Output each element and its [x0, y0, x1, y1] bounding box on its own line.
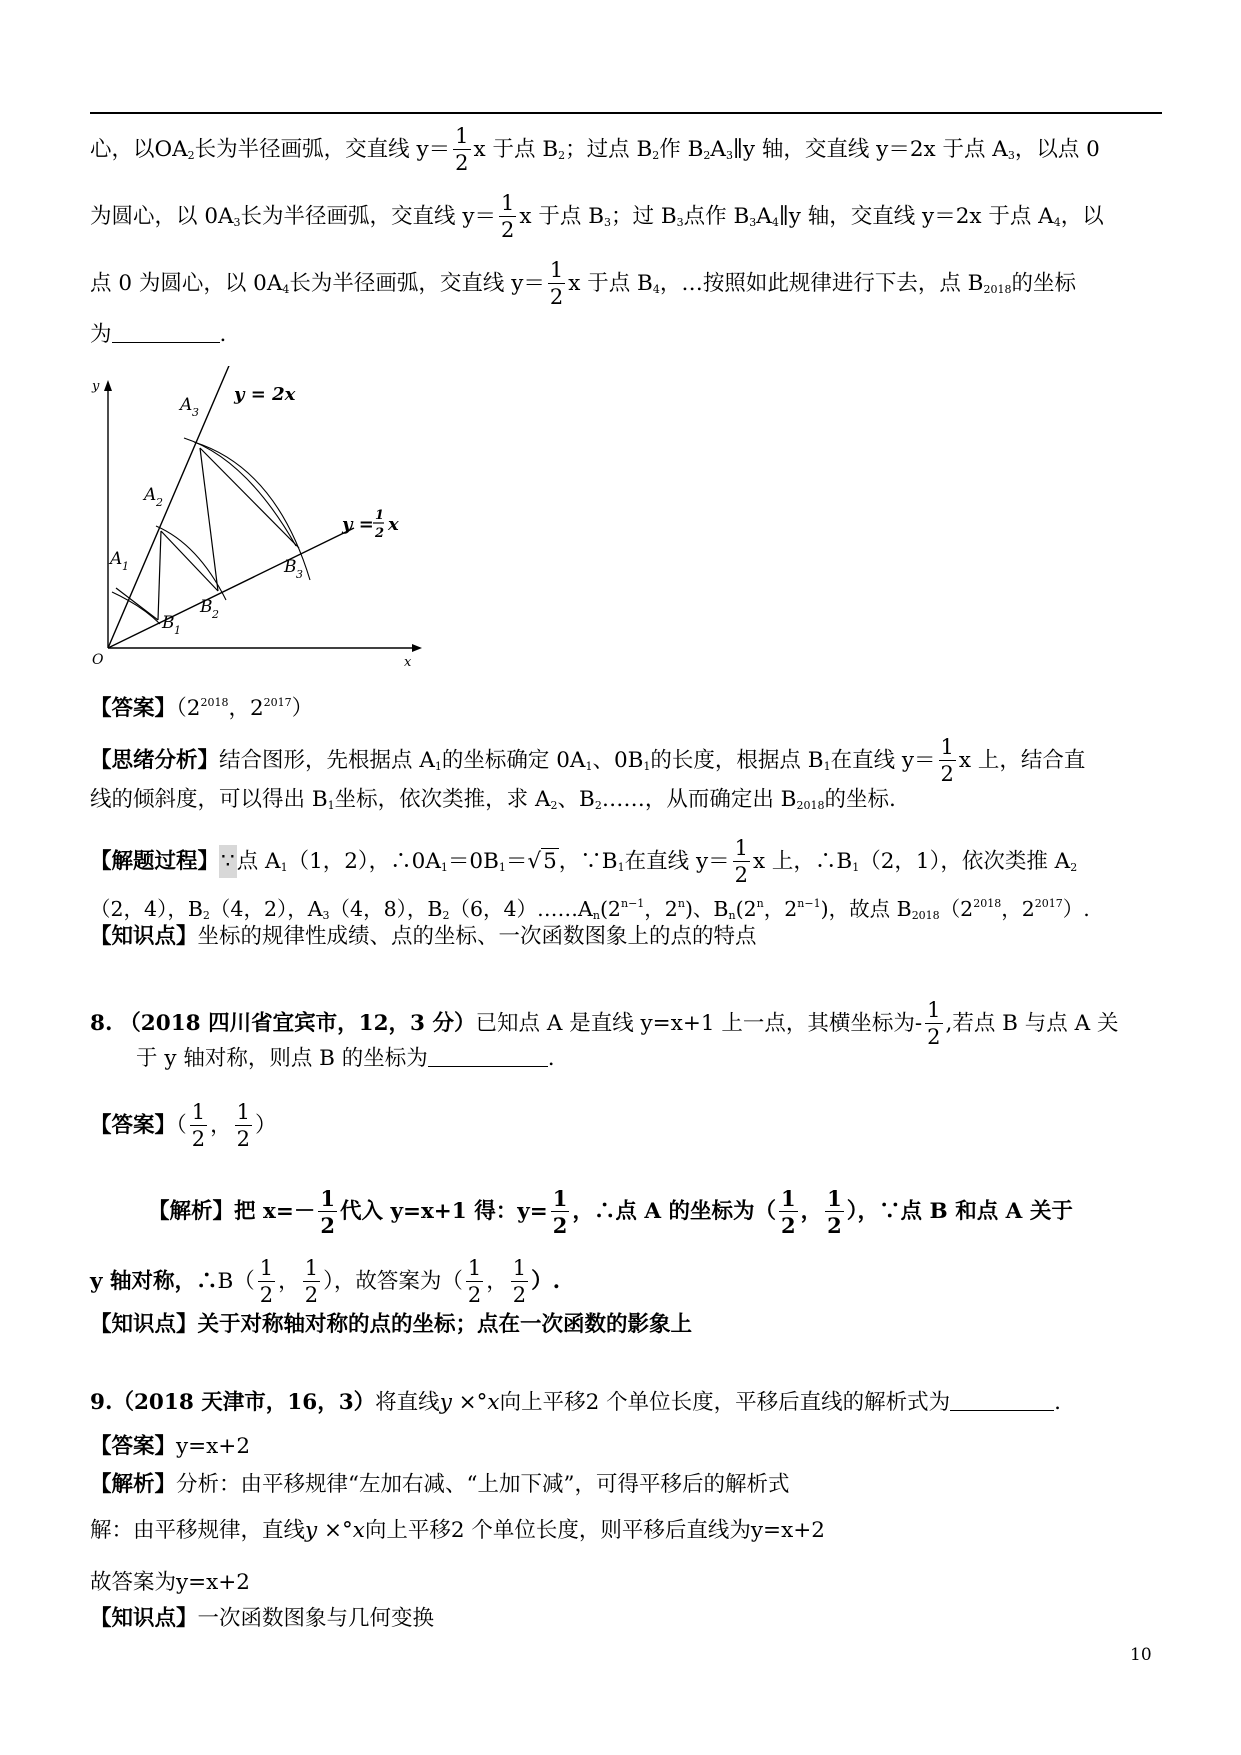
knowledge-8: 【知识点】关于对称轴对称的点的坐标；点在一次函数的影象上 — [90, 1312, 693, 1337]
answer-8: 【答案】（ $\frac{1}{2}$ ， $\frac{1}{2}$ ） — [90, 1100, 277, 1151]
knowledge-9: 【知识点】一次函数图象与几何变换 — [90, 1606, 435, 1631]
analysis-8-line-2: y 轴对称，∴B（ $\frac{1}{2}$ ， $\frac{1}{2}$ ），故答案为（ $\frac{1}{2}$ ， $\frac{1}{2}$ ）. — [90, 1256, 561, 1307]
origin-label: O — [92, 652, 104, 666]
solution-9: 解：由平移规律，直线y ×°x向上平移2 个单位长度，则平移后直线为y=x+2 — [90, 1518, 825, 1543]
fraction-half: $\frac{1}{2}$ — [467, 1256, 482, 1307]
label-half-num: 1 — [375, 508, 385, 523]
fraction-half: $\frac{1}{2}$ — [501, 191, 515, 242]
solution-7-line-1: 【解题过程】∵点 $A_1(1$，2），$\therefore 0A_1=0B_1=√5$，$\because B_1$在直线 y＝ $\frac{1}{2}$ x 上，$\therefore B_1(2$，1），依次类推 $A_2$ — [90, 836, 1078, 887]
label-half-den: 2 — [375, 526, 385, 541]
fraction-half: $\frac{1}{2}$ — [549, 258, 564, 309]
segment-a3-b3 — [200, 448, 299, 548]
fraction-half: $\frac{1}{2}$ — [191, 1100, 206, 1151]
page-number: 10 — [1130, 1645, 1152, 1665]
solution-7-line-2: （2，4），$B_2(4$，2），$A_3(4$，8），$B_2(6$，$4)\dots\dots A_n(2^{n-1}$，2$^n$)、$B_n(2^n$，$2^{n-1}$)，故点 $B_{2018}(2^{2018}$，$2^{2017}$）. — [90, 897, 1090, 922]
label-b1-sub: 1 — [174, 624, 181, 637]
fraction-half: $\frac{1}{2}$ — [927, 998, 941, 1049]
label-a2: A — [144, 485, 157, 505]
label-b2-sub: 2 — [212, 608, 219, 621]
analysis-9: 【解析】分析：由平移规律“左加右减、“上加下减”，可得平移后的解析式 — [90, 1472, 790, 1497]
label-b3-sub: 3 — [296, 568, 303, 581]
label-y-half-x-a: y = — [342, 514, 374, 535]
q7-line-4: 为 . — [90, 322, 227, 347]
fraction-half: $\frac{1}{2}$ — [552, 1186, 568, 1238]
label-a2-sub: 2 — [156, 496, 163, 509]
x-axis-arrow — [412, 644, 422, 652]
q7-line-2: 为圆心，以 $0A_3$长为半径画弧，交直线 y＝ $\frac{1}{2}$ x 于点 $B_3$；过 $B_3$点作 $B_3A_4\parallel y$ 轴，交直线 y＝2x 于点 $A_4$，以 — [90, 191, 1104, 242]
label-b1: B — [162, 613, 175, 633]
header-rule — [90, 112, 1162, 114]
answer-7: 【答案】（$2^{2018}$，$2^{2017}$） — [90, 696, 314, 721]
label-y-2x: y = 2x — [234, 384, 296, 405]
q8-line-2: 于 y 轴对称，则点 B 的坐标为 . — [136, 1046, 555, 1071]
line-y-2x — [108, 366, 231, 648]
segment-b2-a3 — [200, 448, 218, 591]
x-axis-label: x — [404, 655, 412, 666]
y-axis-arrow — [104, 380, 112, 391]
fraction-half: $\frac{1}{2}$ — [827, 1186, 842, 1238]
y-axis-label: y — [92, 379, 100, 394]
knowledge-7: 【知识点】坐标的规律性成绩、点的坐标、一次函数图象上的点的特点 — [90, 924, 757, 949]
analysis-7-line-1: 【思绪分析】结合图形，先根据点 $A_1$的坐标确定 $0A_1$、$0B_1$的长度，根据点 $B_1$在直线 y＝ $\frac{1}{2}$ x 上，结合直 — [90, 735, 1086, 786]
q8-line-1: 8. （2018 四川省宜宾市，12，3 分）已知点 A 是直线 y=x+1 上一点，其横坐标为- $\frac{1}{2}$ ,若点 B 与点 A 关 — [90, 998, 1119, 1049]
label-b3: B — [284, 557, 297, 577]
answer-blank — [950, 1388, 1054, 1411]
fraction-half: $\frac{1}{2}$ — [236, 1100, 251, 1151]
fraction-half: $\frac{1}{2}$ — [734, 836, 748, 887]
answer-9: 【答案】y=x+2 — [90, 1434, 250, 1459]
label-a3: A — [180, 395, 193, 415]
answer-blank — [112, 320, 220, 343]
highlighted-because: ∵ — [219, 845, 237, 878]
fraction-half: $\frac{1}{2}$ — [781, 1186, 796, 1238]
arc-1 — [112, 592, 160, 624]
segment-b1-a2 — [158, 531, 161, 620]
line-y-half-x — [108, 528, 354, 648]
final-9: 故答案为y=x+2 — [90, 1570, 250, 1595]
q9-line-1: 9.（2018 天津市，16，3）将直线y ×°x向上平移2 个单位长度，平移后直线的解析式为 . — [90, 1390, 1061, 1415]
fraction-half: $\frac{1}{2}$ — [320, 1186, 335, 1238]
label-a1: A — [110, 549, 123, 569]
label-y-half-x-b: x — [388, 514, 399, 535]
answer-blank — [428, 1044, 548, 1067]
geometry-figure — [86, 366, 486, 666]
fraction-half: $\frac{1}{2}$ — [259, 1256, 274, 1307]
label-b2: B — [200, 597, 213, 617]
fraction-half: $\frac{1}{2}$ — [512, 1256, 527, 1307]
q7-line-3: 点 0 为圆心，以 $0A_4$长为半径画弧，交直线 y＝ $\frac{1}{2}$ x 于点 $B_4$，…按照如此规律进行下去，点 $B_{2018}$的坐标 — [90, 258, 1076, 309]
fraction-half: $\frac{1}{2}$ — [940, 735, 954, 786]
fraction-half: $\frac{1}{2}$ — [304, 1256, 319, 1307]
q7-line-1: 心，以$OA_2$长为半径画弧，交直线 y＝ $\frac{1}{2}$ x 于点 $B_2$；过点 $B_2$作 $B_2A_3\parallel y$ 轴，交直线 y＝2x 于点 $A_3$，以点 0 — [90, 124, 1100, 175]
sqrt-symbol: √ — [527, 849, 542, 874]
label-a3-sub: 3 — [192, 406, 199, 419]
label-a1-sub: 1 — [122, 560, 129, 573]
segment-a2-b2 — [161, 531, 218, 591]
analysis-7-line-2: 线的倾斜度，可以得出 $B_1$坐标，依次类推，求 $A_2$、$B_2\dots\dots$，从而确定出 $B_{2018}$的坐标. — [90, 787, 896, 812]
fraction-half: $\frac{1}{2}$ — [455, 124, 469, 175]
analysis-8-line-1: 【解析】把 x=－ $\frac{1}{2}$ 代入 y=x+1 得：y= $\frac{1}{2}$ ，∴点 A 的坐标为（ $\frac{1}{2}$ ， $\frac{1}{2}$ ），∵点 B 和点 A 关于 — [148, 1186, 1073, 1238]
